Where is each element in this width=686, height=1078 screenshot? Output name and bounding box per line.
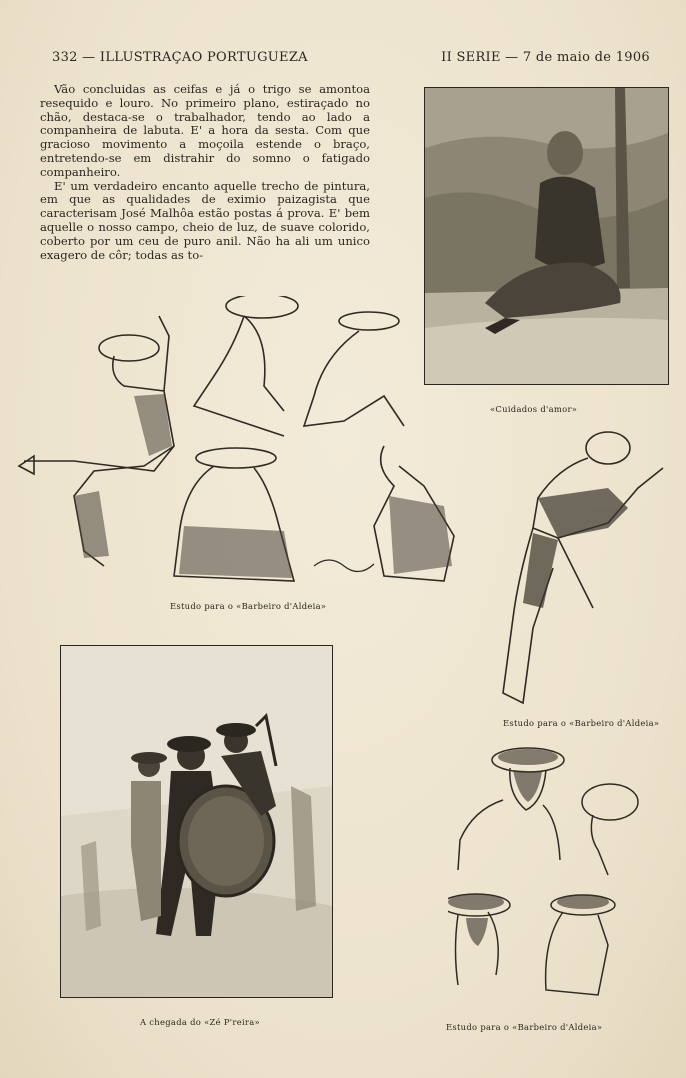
page-header xyxy=(52,50,650,70)
header-date: II SERIE — 7 de maio de 1906 xyxy=(441,50,650,65)
caption-estudo-3: Estudo para o «Barbeiro d'Aldeia» xyxy=(446,1022,603,1032)
article-text xyxy=(40,83,370,262)
sketch-barbeiro-leaning-man xyxy=(498,428,673,708)
header-title: 332 — ILLUSTRAÇAO PORTUGUEZA xyxy=(52,50,308,65)
sketch-barbeiro-heads xyxy=(448,740,648,1005)
caption-estudo-1: Estudo para o «Barbeiro d'Aldeia» xyxy=(170,601,327,611)
article-paragraph-1: Vão concluidas as ceifas e já o trigo se amontoa resequido e louro. No primeiro plano, estiraçado no chão, destaca-se o trabalhador, tendo ao lado a companheira de labuta. E' a hora da sesta. Com que gracioso movimento a moçoila estende o braço, entretendo-se em distrahir do somno o fatigado companheiro. xyxy=(40,82,370,179)
sketch-barbeiro-group-1 xyxy=(14,296,464,596)
article-paragraph-2: E' um verdadeiro encanto aquelle trecho de pintura, em que as qualidades de eximio paizagista que caracterisam José Malhôa estão postas á prova. E' bem aquelle o nosso campo, cheio de luz, de suave colorido, coberto por um ceu de puro anil. Não ha ali um unico exagero de côr; todas as to- xyxy=(40,178,370,262)
painting-ze-preira xyxy=(60,645,333,998)
caption-cuidados-damor: «Cuidados d'amor» xyxy=(490,404,578,414)
caption-estudo-2: Estudo para o «Barbeiro d'Aldeia» xyxy=(503,718,660,728)
caption-ze-preira: A chegada do «Zé P'reira» xyxy=(140,1017,260,1027)
